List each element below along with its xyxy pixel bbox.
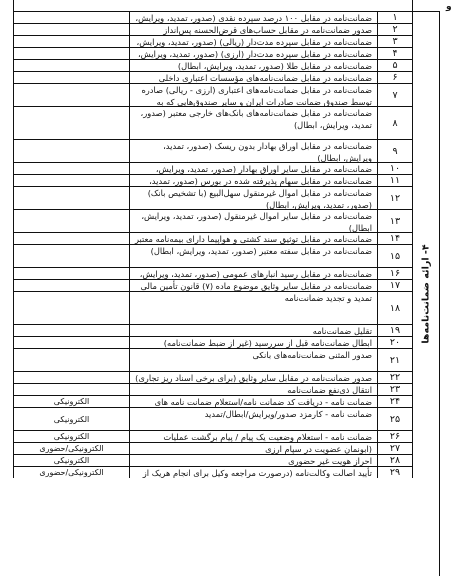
table-row bbox=[13, 454, 413, 466]
description-cell: تقلیل ضمانت‌نامه bbox=[129, 324, 377, 336]
description-cell: ضمانت نامه - دریافت کد ضمانت نامه/استعلام ضمانت نامه های bbox=[129, 395, 377, 407]
row-number-cell: ۷ bbox=[377, 83, 413, 106]
channel-cell bbox=[13, 71, 129, 83]
channel-cell: الکترونیکی bbox=[13, 430, 129, 442]
channel-cell bbox=[13, 371, 129, 383]
description-cell: ضمانت‌نامه در مقابل ۱۰۰ درصد سپرده نقدی (صدور، تمدید، ویرایش، bbox=[129, 11, 377, 23]
channel-cell bbox=[13, 35, 129, 47]
channel-cell bbox=[13, 383, 129, 395]
description-cell: تأیید اصالت وکالت‌نامه (درصورت مراجعه وکیل برای انجام هریک از bbox=[129, 466, 377, 478]
section-column bbox=[413, 11, 440, 576]
description-cell: ضمانت نامه - کارمزد صدور/ویرایش/ابطال/تمدید bbox=[129, 407, 377, 430]
channel-cell bbox=[13, 139, 129, 162]
table-row bbox=[13, 232, 413, 244]
table-row bbox=[13, 139, 413, 162]
channel-cell bbox=[13, 23, 129, 35]
channel-cell bbox=[13, 324, 129, 336]
channel-cell bbox=[13, 336, 129, 348]
row-number-cell: ۱۹ bbox=[377, 324, 413, 336]
table-row bbox=[13, 83, 413, 106]
table-row bbox=[13, 466, 413, 478]
row-number-cell: ۲۸ bbox=[377, 454, 413, 466]
description-cell: ضمانت‌نامه در مقابل ضمانت‌نامه‌های اعتباری (ارزی - ریالی) صادره توسط صندوق ضمانت صادرات ایران و سایر صندوق‌هایی که به bbox=[129, 83, 377, 106]
description-cell: احراز هویت غیر حضوری bbox=[129, 454, 377, 466]
channel-cell bbox=[13, 348, 129, 371]
description-cell: ضمانت‌نامه در مقابل اوراق بهادار بدون ریسک (صدور، تمدید، ویرایش، ابطال) bbox=[129, 139, 377, 162]
description-cell: ضمانت‌نامه در مقابل طلا (صدور، تمدید، ویرایش، ابطال) bbox=[129, 59, 377, 71]
row-number-cell: ۲۰ bbox=[377, 336, 413, 348]
description-cell: ضمانت‌نامه در مقابل سایر اموال غیرمنقول (صدور، تمدید، ویرایش، ابطال) bbox=[129, 209, 377, 232]
table-row bbox=[13, 106, 413, 139]
table-row bbox=[13, 442, 413, 454]
description-cell: صدور ضمانت‌نامه در مقابل سایر وثایق (برای برخی اسناد ریز تجاری) bbox=[129, 371, 377, 383]
channel-cell bbox=[13, 106, 129, 139]
table-row bbox=[13, 71, 413, 83]
corner-char: و bbox=[446, 2, 452, 12]
table-row bbox=[13, 47, 413, 59]
description-cell: ضمانت‌نامه در مقابل سپرده مدت‌دار (ریالی) (صدور، تمدید، ویرایش، bbox=[129, 35, 377, 47]
description-cell: صدور ضمانت‌نامه در مقابل حساب‌های قرض‌الحسنه پس‌انداز bbox=[129, 23, 377, 35]
channel-cell bbox=[13, 186, 129, 209]
channel-cell bbox=[13, 209, 129, 232]
description-cell: تمدید و تجدید ضمانت‌نامه bbox=[129, 291, 377, 324]
row-number-cell: ۶ bbox=[377, 71, 413, 83]
table-row bbox=[13, 174, 413, 186]
section-title: ۴- ارائه ضمانت‌نامه‌ها bbox=[420, 244, 432, 344]
row-number-cell: ۱۳ bbox=[377, 209, 413, 232]
table-row bbox=[13, 59, 413, 71]
row-number-cell: ۱۶ bbox=[377, 267, 413, 279]
channel-cell: الکترونیکی bbox=[13, 454, 129, 466]
row-number-cell: ۲ bbox=[377, 23, 413, 35]
table-row bbox=[13, 291, 413, 324]
table-row bbox=[13, 11, 413, 23]
channel-cell bbox=[13, 59, 129, 71]
table-row bbox=[13, 336, 413, 348]
table-row bbox=[13, 430, 413, 442]
description-cell: ضمانت‌نامه در مقابل ضمانت‌نامه‌های بانک‌های خارجی معتبر (صدور، تمدید، ویرایش، ابطال) bbox=[129, 106, 377, 139]
channel-cell bbox=[13, 244, 129, 267]
row-number-cell: ۲۱ bbox=[377, 348, 413, 371]
row-number-cell: ۲۷ bbox=[377, 442, 413, 454]
channel-cell bbox=[13, 83, 129, 106]
description-cell: ضمانت‌نامه در مقابل ضمانت‌نامه‌های مؤسسات اعتباری داخلی bbox=[129, 71, 377, 83]
channel-cell: الکترونیکی/حضوری bbox=[13, 466, 129, 478]
description-cell: ضمانت‌نامه در مقابل رسید انبارهای عمومی (صدور، تمدید، ویرایش، bbox=[129, 267, 377, 279]
table-row bbox=[13, 324, 413, 336]
description-cell: صدور المثنی ضمانت‌نامه‌های بانکی bbox=[129, 348, 377, 371]
channel-cell: الکترونیکی/حضوری bbox=[13, 442, 129, 454]
row-number-cell: ۱ bbox=[377, 11, 413, 23]
table-row bbox=[13, 186, 413, 209]
table-row bbox=[13, 348, 413, 371]
channel-cell bbox=[13, 279, 129, 291]
description-cell: ضمانت‌نامه در مقابل سهام پذیرفته شده در بورس (صدور، تمدید، bbox=[129, 174, 377, 186]
row-number-cell: ۳ bbox=[377, 35, 413, 47]
row-number-cell: ۸ bbox=[377, 106, 413, 139]
channel-cell: الکترونیکی bbox=[13, 395, 129, 407]
table-row bbox=[13, 23, 413, 35]
row-number-cell: ۱۵ bbox=[377, 244, 413, 267]
description-cell: ضمانت نامه - استعلام وضعیت یک پیام / پیام برگشت عملیات bbox=[129, 430, 377, 442]
table-row bbox=[13, 267, 413, 279]
row-number-cell: ۲۵ bbox=[377, 407, 413, 430]
table-row bbox=[13, 35, 413, 47]
channel-cell bbox=[13, 232, 129, 244]
table-row bbox=[13, 371, 413, 383]
channel-cell: الکترونیکی bbox=[13, 407, 129, 430]
row-number-cell: ۲۶ bbox=[377, 430, 413, 442]
description-cell: انتقال ذی‌نفع ضمانت‌نامه bbox=[129, 383, 377, 395]
channel-cell bbox=[13, 291, 129, 324]
row-number-cell: ۱۱ bbox=[377, 174, 413, 186]
description-cell: ضمانت‌نامه در مقابل سپرده مدت‌دار (ارزی) (صدور، تمدید، ویرایش، bbox=[129, 47, 377, 59]
description-cell: ضمانت‌نامه در مقابل اموال غیرمنقول سهل‌البیع (با تشخیص بانک) (صدور، تمدید، ویرایش، ابطال) bbox=[129, 186, 377, 209]
table-row bbox=[13, 162, 413, 174]
channel-cell bbox=[13, 11, 129, 23]
description-cell: ضمانت‌نامه در مقابل توثیق سند کشتی و هواپیما دارای بیمه‌نامه معتبر bbox=[129, 232, 377, 244]
row-number-cell: ۲۹ bbox=[377, 466, 413, 478]
channel-cell bbox=[13, 47, 129, 59]
table-top-edge bbox=[13, 0, 413, 11]
row-number-cell: ۴ bbox=[377, 47, 413, 59]
description-cell: (ابونمان عضویت در سپام ارزی bbox=[129, 442, 377, 454]
table-row bbox=[13, 395, 413, 407]
row-number-cell: ۵ bbox=[377, 59, 413, 71]
row-number-cell: ۱۷ bbox=[377, 279, 413, 291]
description-cell: ضمانت‌نامه در مقابل سایر وثایق موضوع ماده (۷) قانون تأمین مالی bbox=[129, 279, 377, 291]
row-number-cell: ۱۸ bbox=[377, 291, 413, 324]
description-cell: ضمانت‌نامه در مقابل سایر اوراق بهادار (صدور، تمدید، ویرایش، bbox=[129, 162, 377, 174]
description-cell: ابطال ضمانت‌نامه قبل از سررسید (غیر از ضبط ضمانت‌نامه) bbox=[129, 336, 377, 348]
channel-cell bbox=[13, 174, 129, 186]
row-number-cell: ۹ bbox=[377, 139, 413, 162]
table-row bbox=[13, 244, 413, 267]
row-number-cell: ۱۴ bbox=[377, 232, 413, 244]
table-row bbox=[13, 383, 413, 395]
description-cell: ضمانت‌نامه در مقابل سفته معتبر (صدور، تمدید، ویرایش، ابطال) bbox=[129, 244, 377, 267]
table-row bbox=[13, 407, 413, 430]
row-number-cell: ۲۴ bbox=[377, 395, 413, 407]
table-row bbox=[13, 279, 413, 291]
row-number-cell: ۲۳ bbox=[377, 383, 413, 395]
row-number-cell: ۱۰ bbox=[377, 162, 413, 174]
channel-cell bbox=[13, 162, 129, 174]
row-number-cell: ۱۲ bbox=[377, 186, 413, 209]
row-number-cell: ۲۲ bbox=[377, 371, 413, 383]
table-row bbox=[13, 209, 413, 232]
channel-cell bbox=[13, 267, 129, 279]
